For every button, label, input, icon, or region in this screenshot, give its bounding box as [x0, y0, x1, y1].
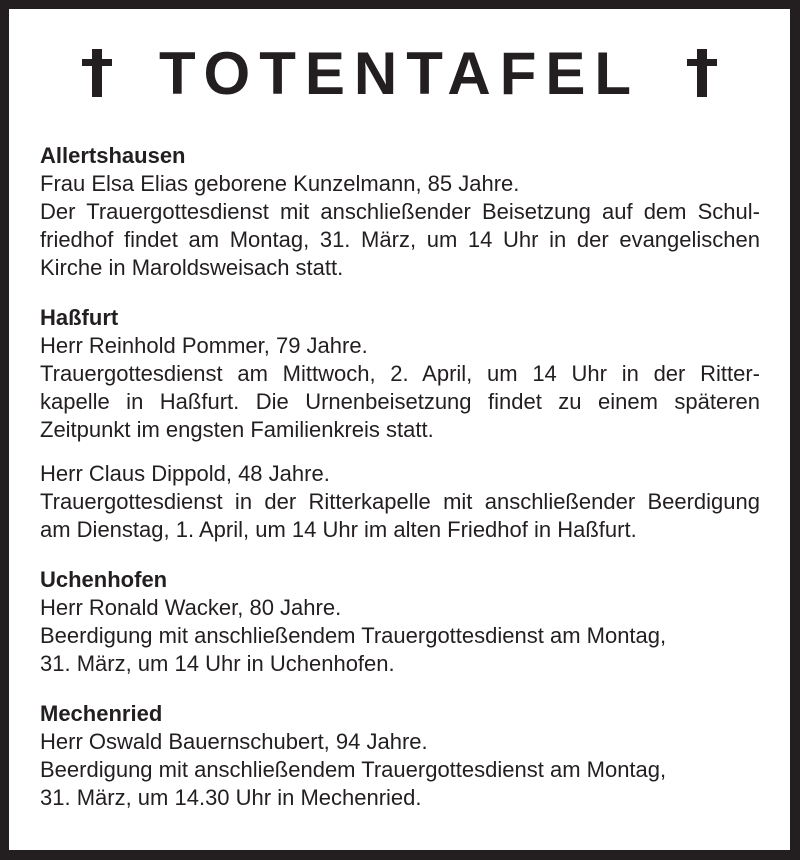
entry-line: Herr Oswald Bauernschubert, 94 Jahre.	[40, 729, 428, 754]
entry-line: Herr Ronald Wacker, 80 Jahre.	[40, 595, 342, 620]
entry-line: Der Trauergottesdienst mit anschließender Beisetzung auf dem Schul-	[40, 199, 760, 224]
cross-icon	[687, 49, 717, 97]
entry-line: 31. März, um 14.30 Uhr in Mechenried.	[40, 785, 422, 810]
entry-line: Beerdigung mit anschließendem Trauergottesdienst am Montag,	[40, 757, 667, 782]
entry-line: Herr Claus Dippold, 48 Jahre.	[40, 461, 330, 486]
entry-line: Frau Elsa Elias geborene Kunzelmann, 85 Jahre.	[40, 171, 520, 196]
entry-line: am Dienstag, 1. April, um 14 Uhr im alten Friedhof in Haßfurt.	[40, 517, 637, 542]
place-heading: Uchenhofen	[40, 567, 168, 592]
place-heading: Allertshausen	[40, 143, 186, 168]
obituary-list	[40, 142, 760, 834]
section-allertshausen	[40, 142, 760, 282]
entry-line: Kirche in Maroldsweisach statt.	[40, 255, 344, 280]
section-mechenried	[40, 700, 760, 812]
entry-line: kapelle in Haßfurt. Die Urnenbeisetzung findet zu einem späteren	[40, 389, 760, 414]
obituary-entry	[40, 728, 760, 812]
place-heading: Haßfurt	[40, 305, 119, 330]
obituary-entry	[40, 170, 760, 282]
entry-line: Zeitpunkt im engsten Familienkreis statt.	[40, 417, 434, 442]
entry-line: Beerdigung mit anschließendem Trauergottesdienst am Montag,	[40, 623, 667, 648]
entry-line: Herr Reinhold Pommer, 79 Jahre.	[40, 333, 368, 358]
entry-line: 31. März, um 14 Uhr in Uchenhofen.	[40, 651, 395, 676]
obituary-entry	[40, 332, 760, 444]
entry-line: Trauergottesdienst am Mittwoch, 2. April, um 14 Uhr in der Ritter-	[40, 361, 760, 386]
obituary-entry	[40, 460, 760, 544]
section-uchenhofen	[40, 566, 760, 678]
place-heading: Mechenried	[40, 701, 163, 726]
section-hassfurt	[40, 304, 760, 544]
obituary-entry	[40, 594, 760, 678]
entry-line: friedhof findet am Montag, 31. März, um 14 Uhr in der evangelischen	[40, 227, 760, 252]
page-title: TOTENTAFEL	[158, 40, 641, 107]
entry-line: Trauergottesdienst in der Ritterkapelle mit anschließender Beerdigung	[40, 489, 760, 514]
